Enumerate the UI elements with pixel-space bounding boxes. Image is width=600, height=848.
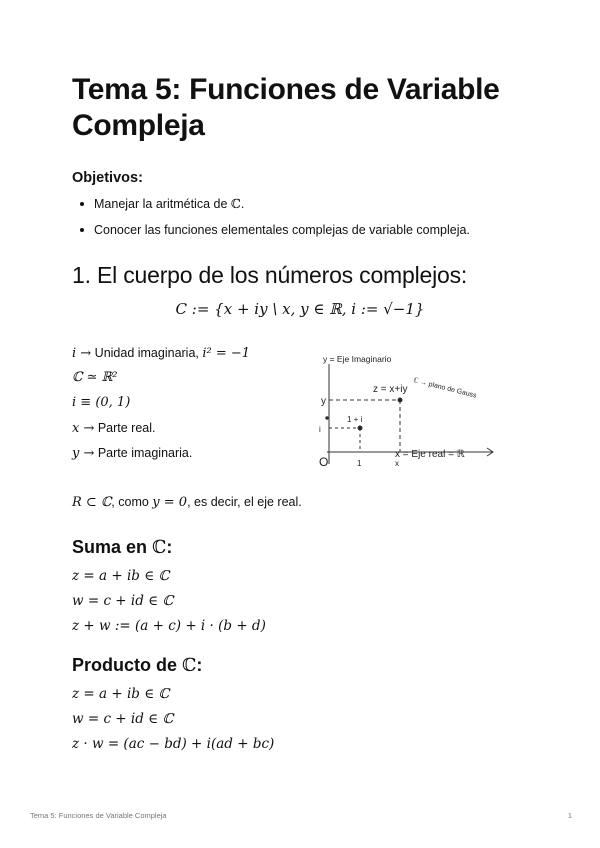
origin-label: O	[319, 455, 329, 469]
line-math: x →	[72, 421, 95, 436]
list-item	[72, 196, 470, 222]
page-title: Tema 5: Funciones de Variable Compleja	[72, 73, 500, 142]
suma-heading	[72, 537, 172, 558]
line-math: y →	[72, 446, 95, 461]
point-small	[358, 426, 362, 430]
plane-label: ℂ → plano de Gauss	[412, 377, 478, 400]
point-z	[398, 398, 402, 402]
note-math: R ⊂ ℂ	[72, 495, 112, 510]
line-math-2: i² = −1	[202, 346, 251, 361]
section-heading: 1. El cuerpo de los números complejos:	[72, 262, 468, 288]
line-text: Unidad imaginaria,	[91, 346, 203, 360]
producto-formulas	[72, 683, 274, 758]
tick-y-label: y	[321, 396, 326, 407]
formula-line: w = c + id ∈ ℂ	[72, 593, 174, 609]
definition-line	[72, 367, 250, 392]
definition-line	[72, 442, 250, 467]
formula-line: z + w := (a + c) + i · (b + d)	[72, 618, 266, 634]
footer-title: Tema 5: Funciones de Variable Compleja	[30, 811, 167, 820]
line-math: i ≡ (0, 1)	[72, 395, 131, 410]
tick-i-label: i	[319, 425, 321, 434]
note-text: , como	[111, 495, 153, 509]
list-item	[72, 222, 470, 248]
formula-line: z = a + ib ∈ ℂ	[72, 568, 170, 584]
objectives-list	[72, 196, 470, 248]
producto-heading	[72, 655, 202, 676]
y-axis-label: y = Eje Imaginario	[323, 354, 392, 364]
line-math: i →	[72, 346, 92, 361]
point-z-label: z = x+iy	[373, 384, 408, 395]
complex-plane-sketch	[315, 352, 505, 470]
tick-x-label: x	[395, 459, 399, 468]
heading-after: :	[196, 655, 203, 675]
heading-after: :	[166, 537, 173, 557]
heading-math: ℂ	[182, 655, 197, 676]
objective-math: ℂ	[230, 196, 241, 211]
line-math: ℂ ≃ ℝ²	[72, 370, 118, 385]
objectives-heading: Objetivos:	[72, 170, 143, 186]
page-footer	[30, 811, 572, 820]
formula-line: z = a + ib ∈ ℂ	[72, 686, 170, 702]
real-axis-note	[72, 494, 302, 510]
heading-text: Producto de	[72, 655, 183, 675]
definition-line	[72, 417, 250, 442]
line-text: Parte imaginaria.	[94, 446, 193, 460]
definition-line	[72, 342, 250, 367]
line-text: Parte real.	[94, 421, 156, 435]
heading-math: ℂ	[152, 537, 167, 558]
heading-text: Suma en	[72, 537, 153, 557]
objective-after: .	[240, 197, 245, 211]
tick-1-label: 1	[357, 459, 362, 468]
note-math-2: y = 0	[152, 495, 188, 510]
point-small-label: 1 + i	[347, 415, 363, 424]
note-text-2: , es decir, el eje real.	[187, 495, 302, 509]
tick-dot	[326, 417, 328, 419]
definition-line	[72, 392, 250, 417]
definition-lines	[72, 342, 250, 467]
objective-text: Conocer las funciones elementales complejas de variable compleja.	[94, 223, 470, 237]
page-number: 1	[567, 811, 572, 820]
objective-text: Manejar la aritmética de	[94, 197, 231, 211]
x-axis-label: x = Eje real = ℝ	[395, 449, 465, 460]
suma-formulas	[72, 565, 266, 640]
complex-definition: C := {x + iy \ x, y ∈ ℝ, i := √−1}	[175, 300, 425, 318]
formula-line: z · w = (ac − bd) + i(ad + bc)	[72, 736, 275, 752]
formula-line: w = c + id ∈ ℂ	[72, 711, 174, 727]
